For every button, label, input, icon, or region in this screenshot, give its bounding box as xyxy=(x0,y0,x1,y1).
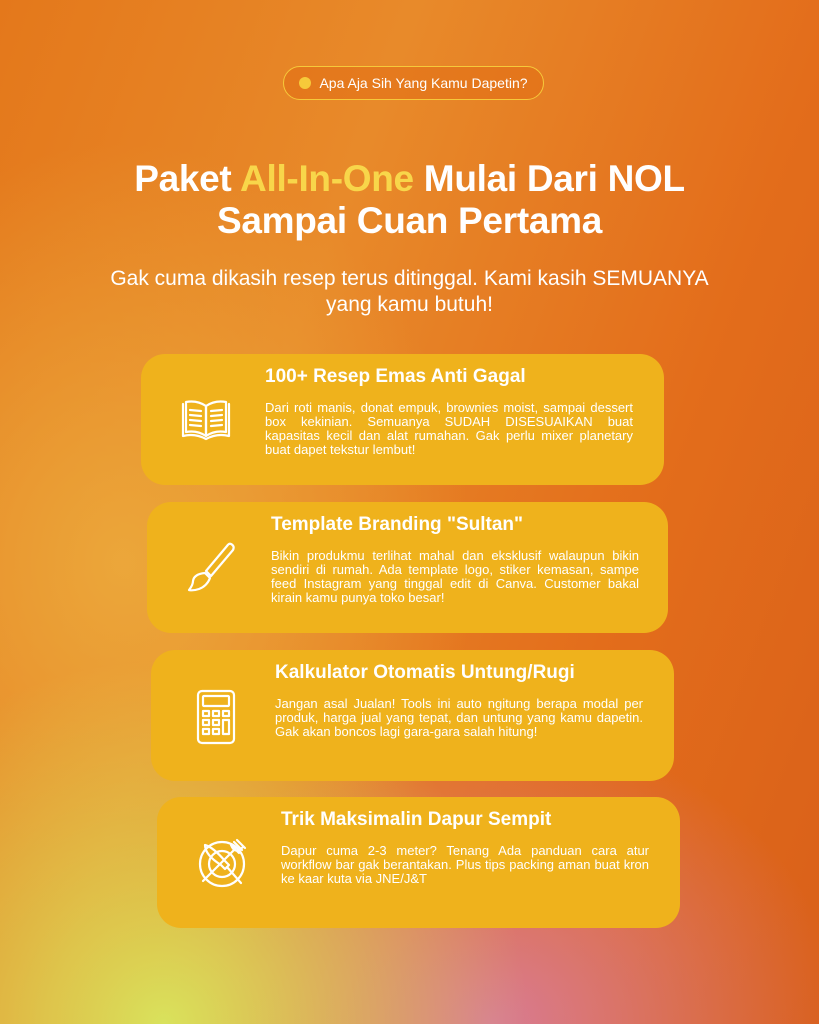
feature-description: Jangan asal Jualan! Tools ini auto ngitung berapa modal per produk, harga jual yang tepat, dan untung yang kamu dapetin. Gak akan boncos lagi gara-gara salah hitung! xyxy=(275,696,643,739)
feature-description: Dari roti manis, donat empuk, brownies moist, sampai dessert box kekinian. Semuanya SUDAH DISESUAIKAN buat kapasitas kecil dan alat rumahan. Gak perlu mixer planetary buat dapet tekstur lembut! xyxy=(265,400,633,457)
badge-dot-icon xyxy=(299,77,311,89)
open-book-icon xyxy=(175,390,237,452)
subtitle: Gak cuma dikasih resep terus ditinggal. Kami kasih SEMUANYA yang kamu butuh! xyxy=(110,267,709,316)
section-badge xyxy=(283,66,544,100)
paintbrush-icon xyxy=(181,538,243,600)
headline-highlight: All-In-One xyxy=(240,158,414,199)
feature-card-kitchen xyxy=(157,797,680,928)
feature-title: 100+ Resep Emas Anti Gagal xyxy=(265,366,526,387)
feature-title: Trik Maksimalin Dapur Sempit xyxy=(281,809,552,830)
headline xyxy=(60,158,759,242)
feature-description: Dapur cuma 2-3 meter? Tenang Ada panduan cara atur workflow bar gak berantakan. Plus tips packing aman buat kron ke kaar kuta via JNE/J&T xyxy=(281,843,649,886)
feature-card-recipes xyxy=(141,354,664,485)
feature-title: Template Branding "Sultan" xyxy=(271,514,524,535)
feature-description: Bikin produkmu terlihat mahal dan eksklusif walaupun bikin sendiri di rumah. Ada template logo, stiker kemasan, sampe feed Instagram yang tinggal edit di Canva. Customer bakal kirain kamu punya toko besar! xyxy=(271,548,639,605)
feature-card-branding xyxy=(147,502,668,633)
plate-cutlery-icon xyxy=(191,833,253,895)
headline-line2: Sampai Cuan Pertama xyxy=(216,200,602,241)
headline-rest: Mulai Dari NOL xyxy=(413,158,685,199)
headline-prefix: Paket xyxy=(134,158,241,199)
feature-card-calculator xyxy=(151,650,674,781)
badge-text: Apa Aja Sih Yang Kamu Dapetin? xyxy=(319,75,528,91)
calculator-icon xyxy=(185,686,247,748)
feature-title: Kalkulator Otomatis Untung/Rugi xyxy=(275,662,575,683)
